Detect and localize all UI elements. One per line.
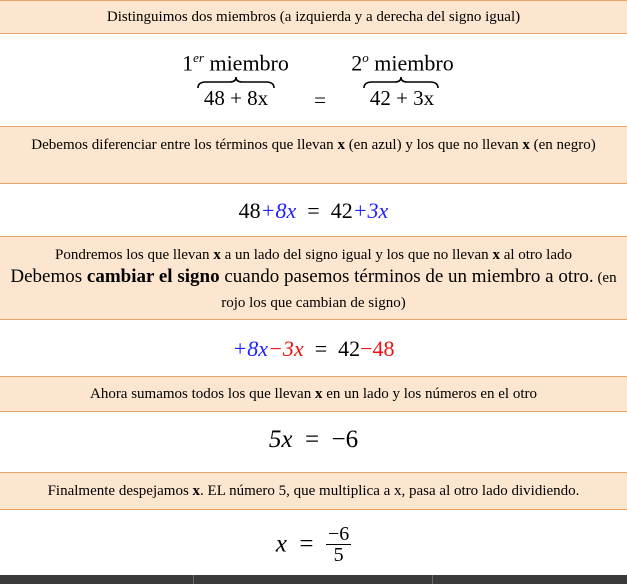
step-3-instruction: Pondremos los que llevan x a un lado del signo igual y los que no llevan x al otro lado Debemos cambiar el signo cuando pasemos términos de un miembro a otro. (en rojo los que cambian de signo) [0,236,627,320]
step-2-instruction: Debemos diferenciar entre los términos que llevan x (en azul) y los que no llevan x (en negro) [0,126,627,184]
eq2-constant-d: −48 [360,336,395,361]
step-4-instruction: Ahora sumamos todos los que llevan x en un lado y los números en el otro [0,376,627,412]
eq2-constant-c: 42 [338,336,361,361]
bottom-bar [0,575,627,584]
eq3-rhs: −6 [331,426,359,453]
eq1-x-term-left: +8x [260,198,297,223]
step-1-instruction [0,0,627,34]
left-expression: 48 + 8x [203,86,269,110]
equation-4 [0,524,627,565]
eq4-fraction [326,524,351,565]
equation-3 [0,426,627,454]
eq4-denominator: 5 [333,544,344,566]
eq1-constant-right: 42 [330,198,353,223]
eq3-equals: = [304,426,320,453]
equation-1 [0,198,627,224]
eq1-x-term-right: +3x [352,198,389,223]
eq2-x-term-b: −3x [268,336,304,361]
step-1-text: Distinguimos dos miembros (a izquierda y a derecha del signo igual) [106,9,521,25]
eq4-numerator: −6 [327,523,350,545]
right-expression: 42 + 3x [369,86,435,110]
eq1-constant-left: 48 [238,198,261,223]
members-equals: = [314,88,326,112]
eq2-x-term-a: +8x [232,336,269,361]
equation-2 [0,336,627,362]
eq4-lhs: x [275,530,287,558]
members-diagram [0,34,627,126]
eq3-lhs: 5x [268,426,293,453]
eq2-equals: = [314,336,328,361]
eq1-equals: = [307,198,320,223]
second-member-label: 2$^o$ miembro [351,50,454,76]
step-5-instruction: Finalmente despejamos x. EL número 5, que multiplica a x, pasa al otro lado dividiendo. [0,472,627,510]
first-member-label: 1er miembro [182,50,289,76]
eq4-equals: = [299,530,314,558]
